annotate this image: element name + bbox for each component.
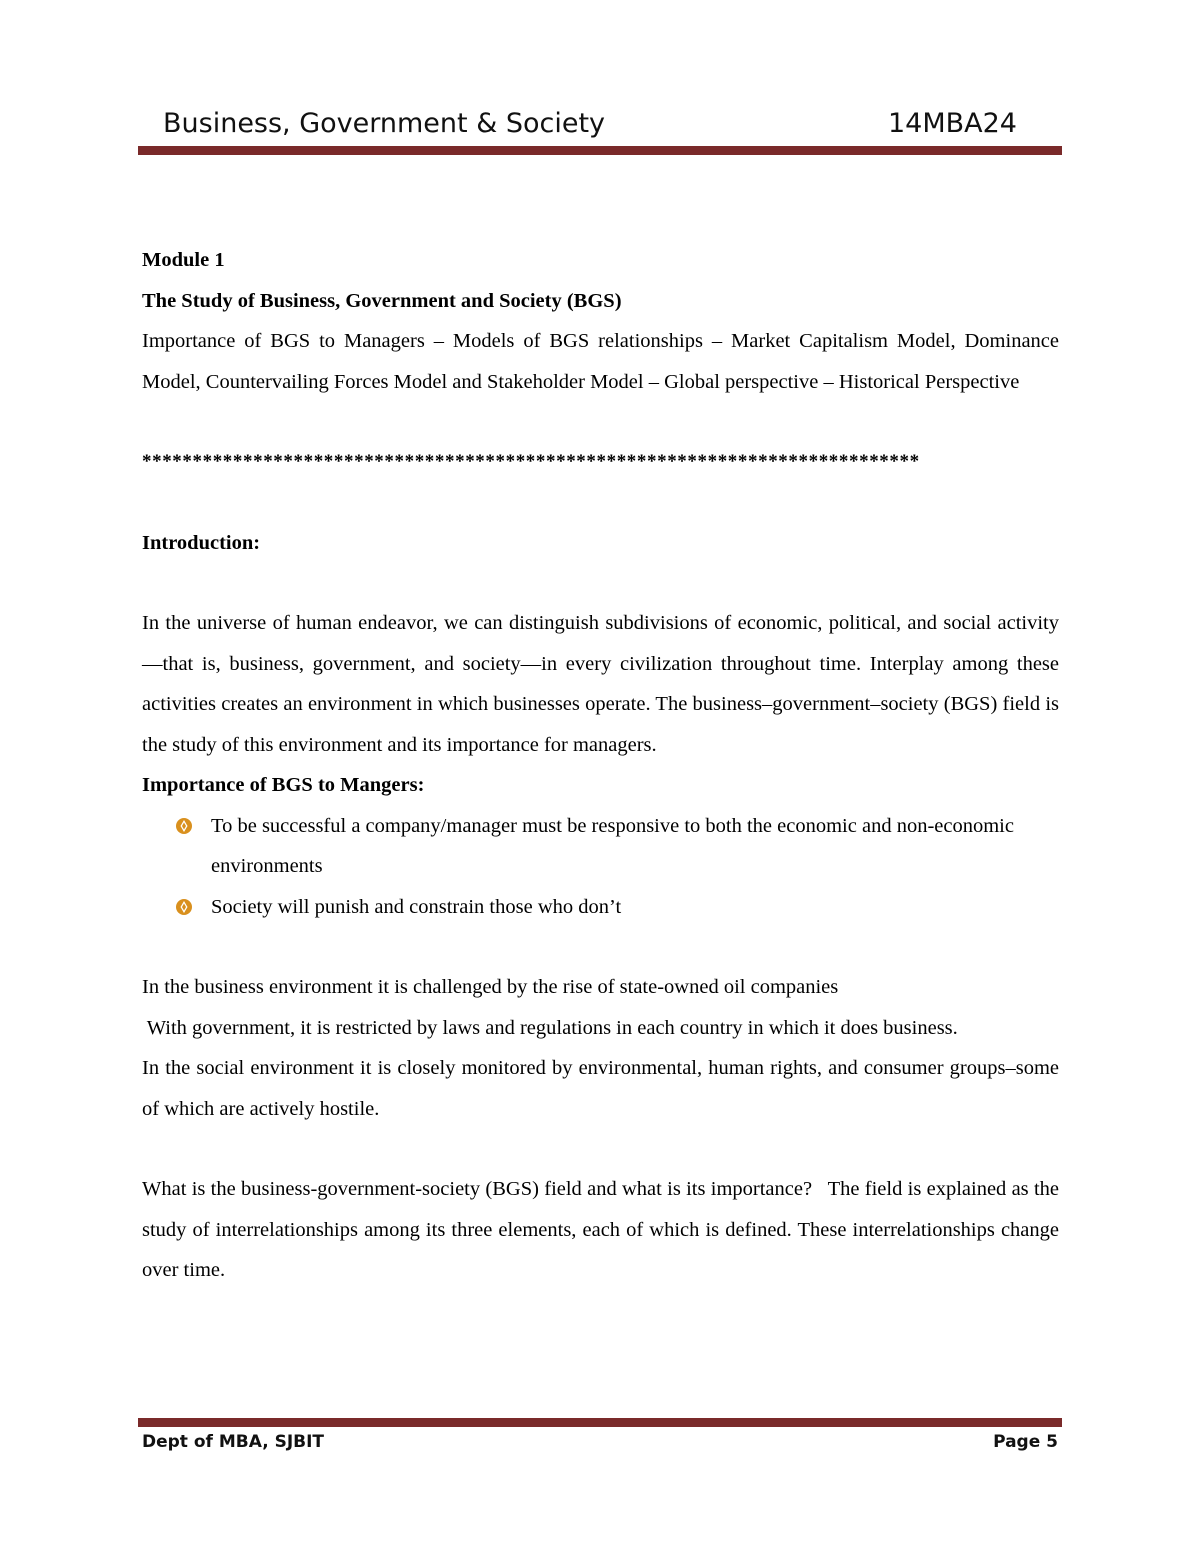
page-content (142, 240, 1065, 1291)
header-title: Business, Government & Society (163, 108, 606, 139)
star-separator: ***************************************************************************** (142, 451, 920, 472)
environment-line-business: In the business environment it is challenged by the rise of state-owned oil companies (142, 976, 839, 998)
bullet-text: Society will punish and constrain those who don’t (211, 895, 622, 918)
importance-list (142, 806, 1059, 928)
ornament-bullet-icon (175, 898, 193, 916)
environment-line-government: With government, it is restricted by laws and regulations in each country in which it does business. (142, 1016, 958, 1039)
footer-rule (138, 1418, 1062, 1427)
module-subheading: The Study of Business, Government and Society (BGS) (142, 289, 622, 312)
footer-dept: Dept of MBA, SJBIT (142, 1432, 325, 1452)
intro-paragraph: In the universe of human endeavor, we can distinguish subdivisions of economic, political, and social activity—that is, business, government, and society—in every civilization throughout time. Interplay among these activities creates an environment in which businesses operate. The business–government–society (BGS) field is the study of this environment and its importance for managers. (142, 612, 1059, 756)
list-item (142, 887, 1059, 928)
page-header (163, 104, 1037, 144)
intro-heading: Introduction: (142, 531, 261, 554)
module-syllabus: Importance of BGS to Managers – Models of BGS relationships – Market Capitalism Model, Dominance Model, Countervailing Forces Model and Stakeholder Model – Global perspective – Historical Perspective (142, 330, 1059, 393)
page-number: Page 5 (993, 1432, 1058, 1452)
bullet-text: To be successful a company/manager must be responsive to both the economic and non-economic environments (211, 814, 1014, 877)
course-code: 14MBA24 (887, 108, 1017, 139)
list-item (142, 806, 1059, 887)
field-paragraph: What is the business-government-society (BGS) field and what is its importance? The field is explained as the study of interrelationships among its three elements, each of which is defined. These interrelationships change over time. (142, 1178, 1065, 1281)
environment-line-social: In the social environment it is closely monitored by environmental, human rights, and consumer groups–some of which are actively hostile. (142, 1057, 1059, 1120)
module-heading: Module 1 (142, 249, 225, 271)
ornament-bullet-icon (175, 817, 193, 835)
importance-heading: Importance of BGS to Mangers: (142, 774, 425, 796)
header-rule (138, 146, 1062, 155)
